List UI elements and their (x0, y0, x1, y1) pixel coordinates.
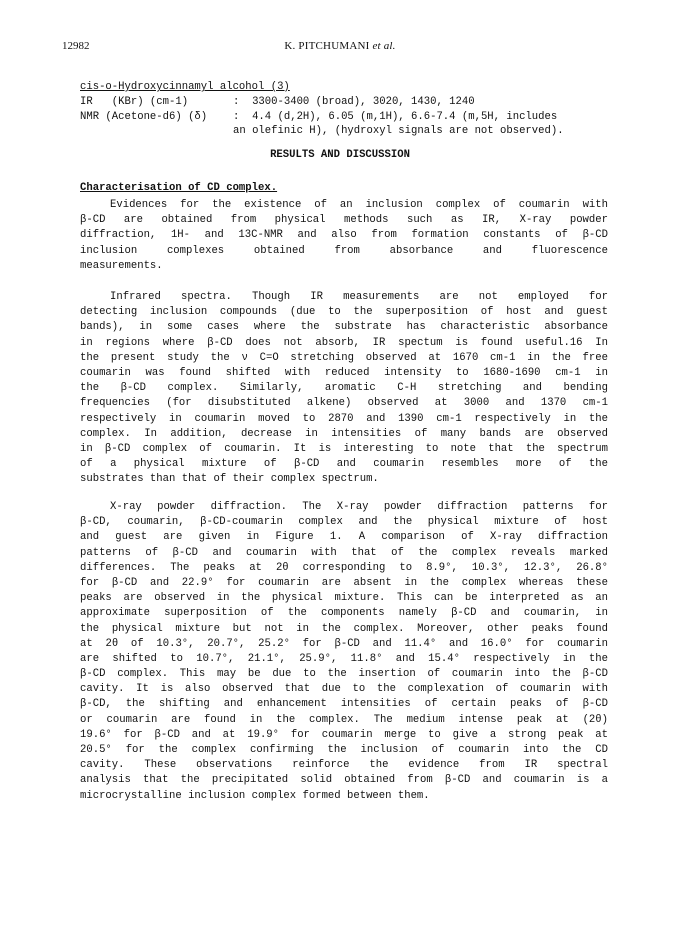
paragraph-line: frequencies (for disubstituted alkene) observed at 3000 and 1370 cm-1 (80, 397, 608, 410)
paragraph-evidences (80, 198, 608, 274)
paragraph-line: the β-CD complex. Similarly, aromatic C-H stretching and bending (80, 382, 608, 395)
paragraph-line: for β-CD and 22.9° for coumarin are absent in the complex whereas these (80, 576, 608, 589)
paragraph-line: and guest are given in Figure 1. A comparison of X-ray diffraction (80, 531, 608, 544)
running-head-name: ITCHUMANI (304, 40, 370, 52)
paragraph-line: Evidences for the existence of an inclusion complex of coumarin with (110, 199, 608, 211)
paragraph-line: differences. The peaks at 2θ corresponding to 8.9°, 10.3°, 12.3°, 26.8° (80, 561, 608, 574)
nmr-label: NMR (Acetone-d6) (δ) (80, 110, 208, 123)
paragraph-line: of a physical mixture of β-CD and coumarin resembles more of the (80, 458, 608, 471)
paragraph-line: diffraction, 1H- and 13C-NMR and also from formation constants of β-CD (80, 229, 608, 242)
paragraph-line: are shifted to 10.7°, 21.1°, 25.9°, 11.8° and 15.4° respectively in the (80, 652, 608, 665)
paragraph-line: 19.6° for β-CD and at 19.9° for coumarin merge to give a strong peak at (80, 728, 608, 741)
nmr-data-line-continued: an olefinic H), (hydroxyl signals are not observed). (233, 125, 564, 138)
running-head (0, 40, 680, 52)
paragraph-line: cavity. It is also observed that due to the complexation of coumarin with (80, 683, 608, 696)
nmr-separator: : (233, 110, 240, 123)
running-head-etal: et al. (372, 40, 396, 52)
compound-title: cis-o-Hydroxycinnamyl alcohol (3) (80, 81, 290, 93)
paragraph-line: coumarin was found shifted with reduced intensity to 1680-1690 cm-1 in (80, 366, 608, 379)
ir-label: IR (KBr) (cm-1) (80, 95, 189, 108)
paragraph-line: β-CD, coumarin, β-CD-coumarin complex and the physical mixture of host (80, 516, 608, 529)
page-number: 12982 (62, 40, 90, 52)
paragraph-line: substrates than that of their complex spectrum. (80, 473, 379, 486)
paragraph-infrared-spectra (80, 290, 608, 487)
paragraph-line: complex. In addition, decrease in intensities of many bands are observed (80, 427, 608, 440)
nmr-data-line (80, 110, 620, 125)
paragraph-line: microcrystalline inclusion complex formed between them. (80, 789, 430, 802)
paragraph-line: in regions where β-CD does not absorb, IR spectum is found useful.16 In (80, 336, 608, 349)
paragraph-line: peaks are observed in the physical mixture. This can be interpreted as an (80, 592, 608, 605)
paragraph-line: the physical mixture but not in the complex. Moreover, other peaks found (80, 622, 608, 635)
paragraph-line: X-ray powder diffraction. The X-ray powder diffraction patterns for (110, 501, 608, 513)
paragraph-xray-powder-diffraction (80, 500, 608, 804)
paragraph-line: the present study the ν C=O stretching observed at 1670 cm-1 in the free (80, 351, 608, 364)
paragraph-line: 20.5° for the complex confirming the inclusion of coumarin into the CD (80, 744, 608, 756)
paragraph-line: cavity. These observations reinforce the evidence from IR spectral (80, 759, 608, 772)
ir-value: 3300-3400 (broad), 3020, 1430, 1240 (252, 95, 475, 108)
paragraph-line: in β-CD complex of coumarin. It is interesting to note that the spectrum (80, 442, 608, 455)
paragraph-line: inclusion complexes obtained from absorbance and fluorescence (80, 244, 608, 257)
ir-separator: : (233, 95, 240, 108)
paragraph-line: Infrared spectra. Though IR measurements are not employed for (110, 291, 608, 303)
page-header (0, 40, 680, 56)
paragraph-line: at 2θ of 10.3°, 20.7°, 25.2° for β-CD and 11.4° and 16.0° for coumarin (80, 637, 608, 650)
paragraph-line: or coumarin are found in the complex. The medium intense peak at (2θ) (80, 713, 608, 726)
paragraph-line: measurements. (80, 259, 163, 272)
ir-data-line (80, 95, 620, 110)
paragraph-line: patterns of β-CD and coumarin with that of the complex reveals marked (80, 546, 608, 559)
paragraph-line: β-CD, the shifting and enhancement intensities of certain peaks of β-CD (80, 698, 608, 711)
paragraph-line: approximate superposition of the components namely β-CD and coumarin, in (80, 607, 608, 620)
paragraph-line: detecting inclusion compounds (due to the superposition of host and guest (80, 306, 608, 319)
compound-data-block (80, 80, 620, 139)
nmr-value-1: 4.4 (d,2H), 6.05 (m,1H), 6.6-7.4 (m,5H, includes (252, 110, 558, 123)
paragraph-line: β-CD complex. This may be due to the insertion of coumarin into the β-CD (80, 668, 608, 681)
paragraph-line: respectively in coumarin moved to 2870 and 1390 cm-1 respectively in the (80, 412, 608, 425)
section-heading-results: RESULTS AND DISCUSSION (270, 149, 410, 161)
paragraph-line: analysis that the precipitated solid obtained from β-CD and coumarin is a (80, 774, 608, 787)
running-head-initial: K. P (284, 40, 305, 52)
paragraph-line: bands), in some cases where the substrate has characteristic absorbance (80, 321, 608, 334)
subsection-heading-characterisation: Characterisation of CD complex. (80, 182, 278, 194)
paragraph-line: β-CD are obtained from physical methods such as IR, X-ray powder (80, 214, 608, 227)
